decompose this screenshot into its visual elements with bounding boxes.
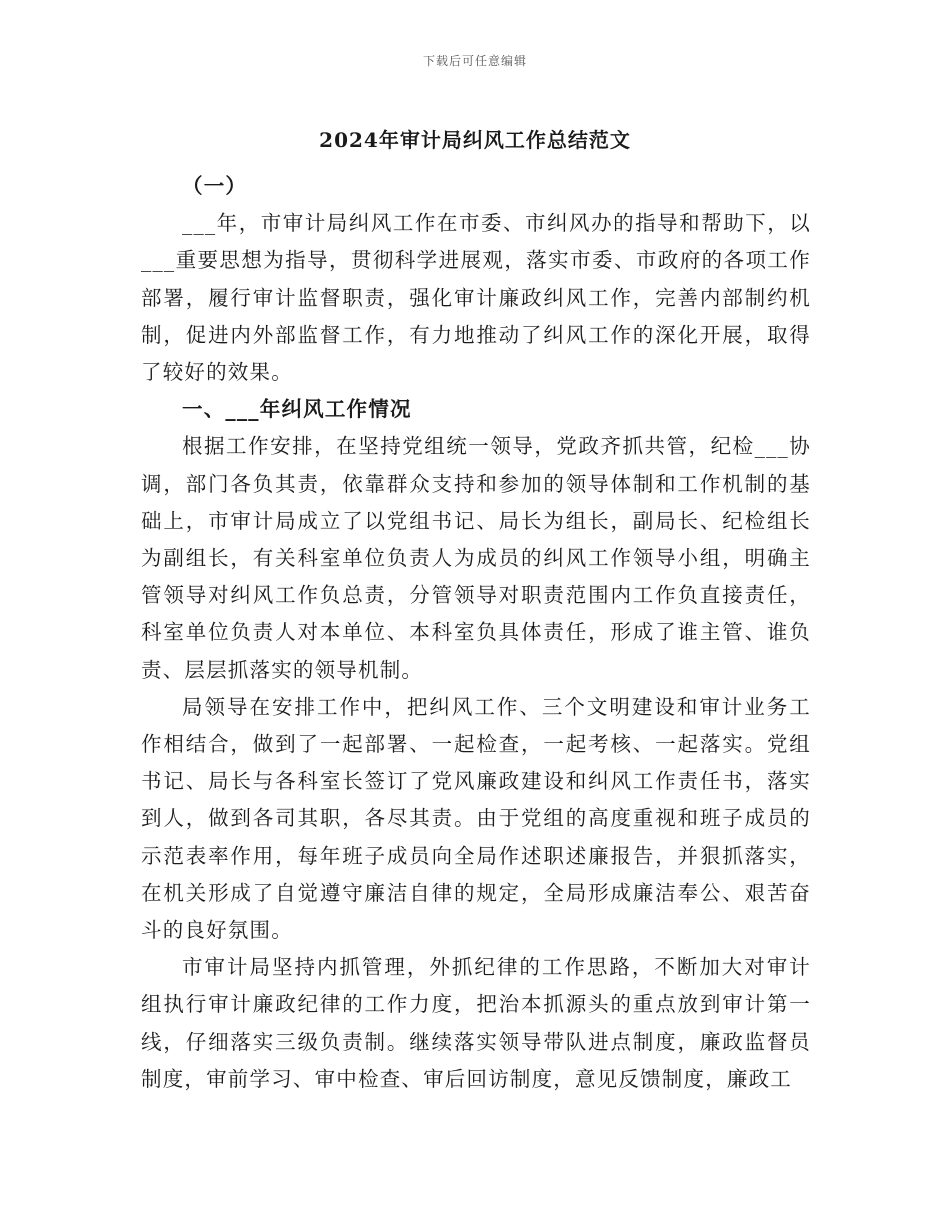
section-label: （一） [182, 174, 248, 198]
paragraph-leadership: 根据工作安排，在坚持党组统一领导，党政齐抓共管，纪检___协调，部门各负其责，依靠群众支持和参加的领导体制和工作机制的基础上，市审计局成立了以党组书记、局长为组长，副局长、纪检组长为副组长，有关科室单位负责人为成员的纠风工作领导小组，明确主管领导对纠风工作负总责，分管领导对职责范围内工作负直接责任，科室单位负责人对本单位、本科室负具体责任，形成了谁主管、谁负责、层层抓落实的领导机制。 [141, 434, 811, 682]
document-title: 2024年审计局纠风工作总结范文 [319, 128, 631, 152]
paragraph-responsibility: 局领导在安排工作中，把纠风工作、三个文明建设和审计业务工作相结合，做到了一起部署、一起检查，一起考核、一起落实。党组书记、局长与各科室长签订了党风廉政建设和纠风工作责任书，落实到人，做到各司其职，各尽其责。由于党组的高度重视和班子成员的示范表率作用，每年班子成员向全局作述职述廉报告，并狠抓落实，在机关形成了自觉遵守廉洁自律的规定，全局形成廉洁奉公、艰苦奋斗的良好氛围。 [141, 694, 811, 943]
paragraph-discipline: 市审计局坚持内抓管理，外抓纪律的工作思路，不断加大对审计组执行审计廉政纪律的工作力度，把治本抓源头的重点放到审计第一线，仔细落实三级负责制。继续落实领导带队进点制度，廉政监督员制度，审前学习、审中检查、审后回访制度，意见反馈制度，廉政工 [141, 955, 811, 1091]
paragraph-intro: ___年，市审计局纠风工作在市委、市纠风办的指导和帮助下，以___重要思想为指导，贯彻科学进展观，落实市委、市政府的各项工作部署，履行审计监督职责，强化审计廉政纠风工作，完善内部制约机制，促进内外部监督工作，有力地推动了纠风工作的深化开展，取得了较好的效果。 [141, 211, 811, 385]
header-note: 下载后可任意编辑 [422, 54, 527, 68]
document-body [141, 168, 811, 1098]
section-heading: 一、___年纠风工作情况 [182, 397, 412, 422]
